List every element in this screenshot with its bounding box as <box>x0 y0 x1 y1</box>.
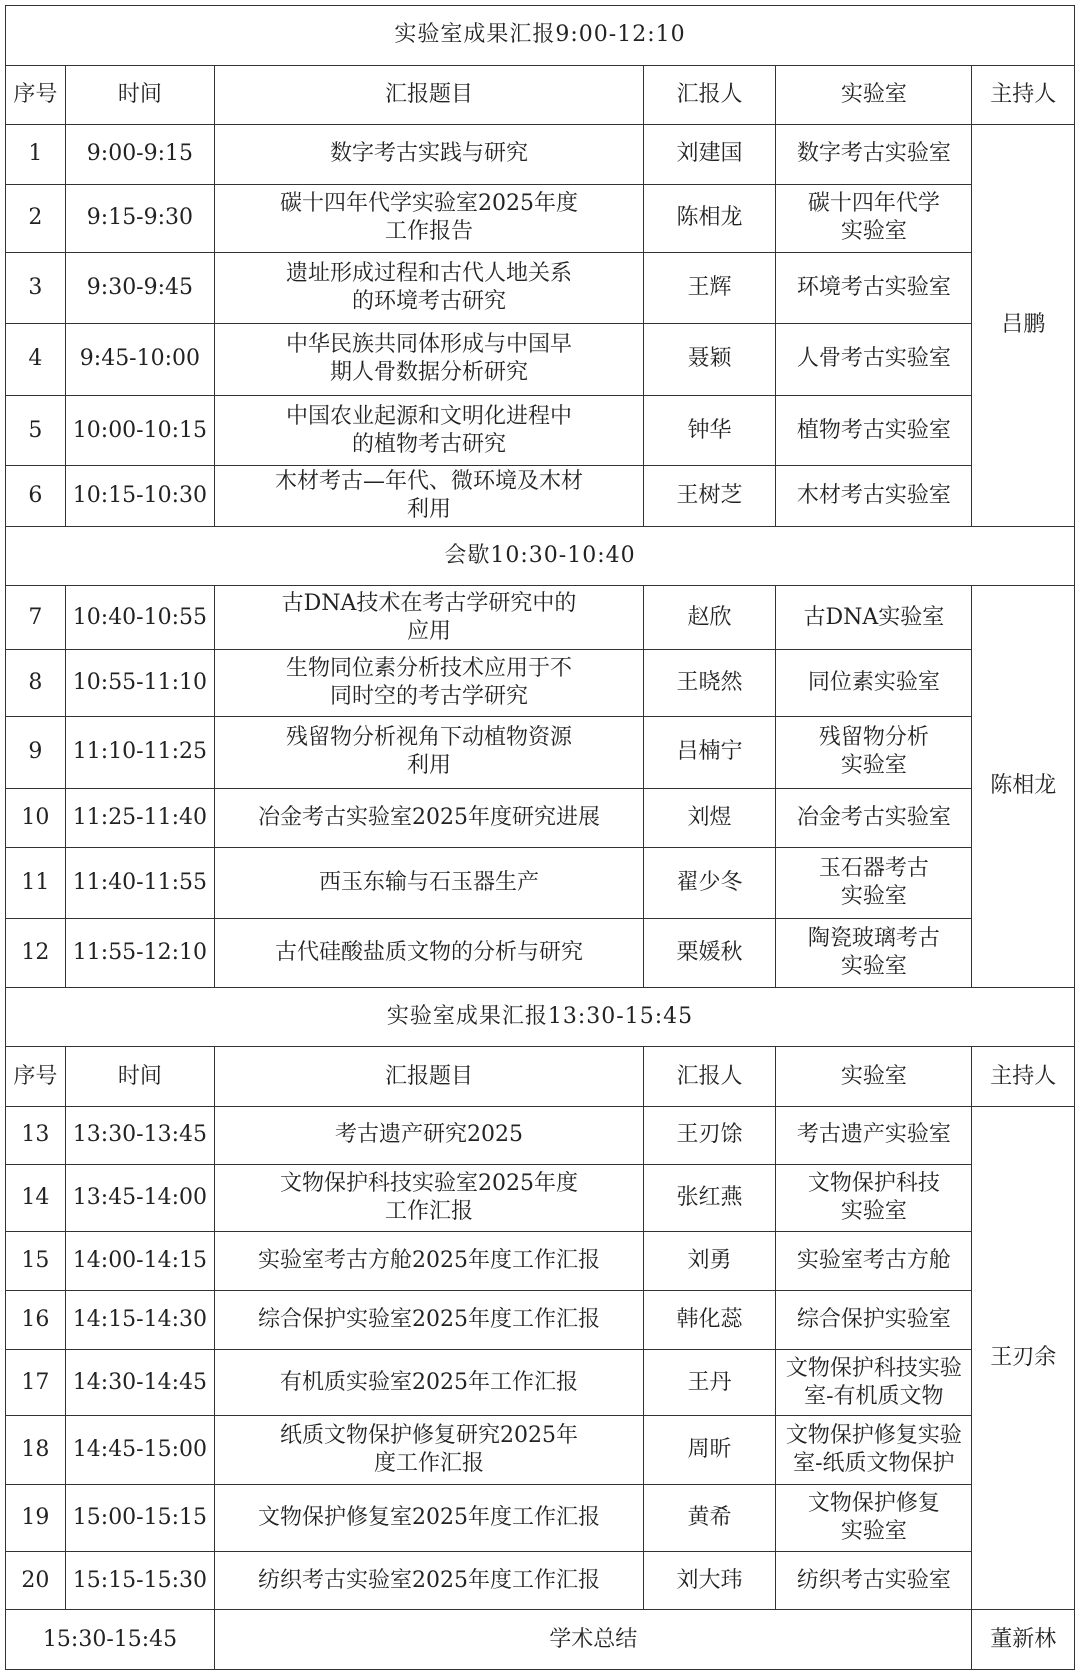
row-lab <box>776 1232 972 1290</box>
row-number: 16 <box>6 1290 66 1350</box>
row-time: 10:00-10:15 <box>65 395 214 465</box>
row-lab-line: 陶瓷玻璃考古 <box>807 925 940 951</box>
row-time: 11:55-12:10 <box>65 918 214 987</box>
row-topic <box>215 789 644 847</box>
row-number: 9 <box>6 716 66 788</box>
row-topic-line: 中华民族共同体形成与中国早 <box>285 332 572 358</box>
row-topic <box>215 1232 644 1290</box>
row-lab-line: 实验室考古方舱 <box>796 1247 951 1273</box>
row-time: 14:45-15:00 <box>65 1415 214 1484</box>
row-lab <box>776 1106 972 1164</box>
row-topic-line: 冶金考古实验室2025年度研究进展 <box>258 804 600 830</box>
row-number: 13 <box>6 1106 66 1164</box>
table-row <box>6 649 1075 716</box>
row-topic <box>215 1350 644 1416</box>
row-lab-line: 数字考古实验室 <box>796 141 951 167</box>
header-no: 序号 <box>6 1047 66 1107</box>
row-lab-line: 文物保护科技实验 <box>785 1355 962 1381</box>
row-topic-line: 文物保护修复室2025年度工作汇报 <box>258 1504 600 1530</box>
row-lab-line: 室-纸质文物保护 <box>793 1450 955 1476</box>
row-topic-line: 残留物分析视角下动植物资源 <box>285 725 572 751</box>
table-row <box>6 847 1075 918</box>
section-title: 实验室成果汇报9:00-12:10 <box>6 6 1075 66</box>
row-time: 13:45-14:00 <box>65 1165 214 1232</box>
row-time: 14:30-14:45 <box>65 1350 214 1416</box>
row-lab <box>776 323 972 395</box>
closing-topic: 学术总结 <box>215 1610 972 1670</box>
host-name: 陈相龙 <box>972 586 1075 988</box>
row-lab-line: 实验室 <box>840 883 907 909</box>
row-speaker: 聂颖 <box>643 323 775 395</box>
row-time: 9:15-9:30 <box>65 184 214 252</box>
row-lab-line: 室-有机质文物 <box>804 1383 944 1409</box>
row-topic <box>215 586 644 650</box>
row-topic-line: 实验室考古方舱2025年度工作汇报 <box>258 1247 600 1273</box>
table-row <box>6 184 1075 252</box>
row-number: 14 <box>6 1165 66 1232</box>
column-header-row <box>6 1047 1075 1107</box>
row-lab-line: 玉石器考古 <box>818 855 929 881</box>
row-topic-line: 西玉东输与石玉器生产 <box>318 869 539 895</box>
table-row <box>6 1165 1075 1232</box>
row-topic-line: 考古遗产研究2025 <box>335 1122 523 1148</box>
row-topic <box>215 1551 644 1609</box>
row-topic-line: 期人骨数据分析研究 <box>329 360 528 386</box>
row-topic-line: 生物同位素分析技术应用于不 <box>285 655 572 681</box>
table-row <box>6 1485 1075 1552</box>
row-time: 11:10-11:25 <box>65 716 214 788</box>
row-topic <box>215 716 644 788</box>
row-time: 15:15-15:30 <box>65 1551 214 1609</box>
row-lab-line: 考古遗产实验室 <box>796 1122 951 1148</box>
row-topic <box>215 1106 644 1164</box>
row-topic-line: 遗址形成过程和古代人地关系 <box>285 260 572 286</box>
row-topic-line: 碳十四年代学实验室2025年度 <box>280 191 578 216</box>
row-number: 8 <box>6 649 66 716</box>
header-lab: 实验室 <box>776 1047 972 1107</box>
row-lab-line: 文物保护修复 <box>807 1490 940 1516</box>
row-time: 11:40-11:55 <box>65 847 214 918</box>
table-row <box>6 125 1075 185</box>
row-speaker: 王刃馀 <box>643 1106 775 1164</box>
row-topic-line: 古DNA技术在考古学研究中的 <box>281 590 577 616</box>
row-topic <box>215 466 644 527</box>
row-speaker: 刘建国 <box>643 125 775 185</box>
row-topic-line: 纸质文物保护修复研究2025年 <box>280 1422 578 1448</box>
row-topic-line: 古代硅酸盐质文物的分析与研究 <box>274 939 583 965</box>
table-row <box>6 716 1075 788</box>
row-topic <box>215 1485 644 1552</box>
row-lab <box>776 1350 972 1416</box>
row-lab <box>776 1551 972 1609</box>
section-title: 实验室成果汇报13:30-15:45 <box>6 987 1075 1047</box>
table-row <box>6 466 1075 527</box>
column-header-row <box>6 65 1075 125</box>
row-topic <box>215 184 644 252</box>
row-time: 14:15-14:30 <box>65 1290 214 1350</box>
table-row <box>6 586 1075 650</box>
row-lab-line: 冶金考古实验室 <box>796 804 951 830</box>
row-speaker: 陈相龙 <box>643 184 775 252</box>
row-lab-line: 实验室 <box>840 1199 907 1225</box>
closing-host: 董新林 <box>972 1610 1075 1670</box>
row-topic-line: 纺织考古实验室2025年度工作汇报 <box>258 1567 600 1593</box>
section-title-row <box>6 526 1075 586</box>
header-lab: 实验室 <box>776 65 972 125</box>
header-topic: 汇报题目 <box>215 65 644 125</box>
row-number: 1 <box>6 125 66 185</box>
closing-time: 15:30-15:45 <box>6 1610 215 1670</box>
host-name: 王刃余 <box>972 1106 1075 1610</box>
row-lab <box>776 395 972 465</box>
row-lab <box>776 466 972 527</box>
row-time: 11:25-11:40 <box>65 789 214 847</box>
row-number: 2 <box>6 184 66 252</box>
row-lab-line: 纺织考古实验室 <box>796 1567 951 1593</box>
section-title: 会歇10:30-10:40 <box>6 526 1075 586</box>
row-topic-line: 利用 <box>406 496 451 522</box>
row-topic-line: 工作汇报 <box>384 1199 473 1225</box>
row-topic-line: 综合保护实验室2025年度工作汇报 <box>258 1306 600 1332</box>
header-topic: 汇报题目 <box>215 1047 644 1107</box>
section-title-row <box>6 6 1075 66</box>
row-speaker: 刘勇 <box>643 1232 775 1290</box>
row-number: 12 <box>6 918 66 987</box>
row-number: 18 <box>6 1415 66 1484</box>
row-lab <box>776 847 972 918</box>
row-lab <box>776 586 972 650</box>
section-title-row <box>6 987 1075 1047</box>
row-number: 17 <box>6 1350 66 1416</box>
row-lab-line: 碳十四年代学 <box>807 191 940 216</box>
row-topic-line: 中国农业起源和文明化进程中 <box>285 403 572 429</box>
header-time: 时间 <box>65 65 214 125</box>
row-lab-line: 同位素实验室 <box>807 669 940 695</box>
row-topic <box>215 323 644 395</box>
header-host: 主持人 <box>972 1047 1075 1107</box>
row-lab-line: 实验室 <box>840 1518 907 1544</box>
row-number: 7 <box>6 586 66 650</box>
header-host: 主持人 <box>972 65 1075 125</box>
row-speaker: 赵欣 <box>643 586 775 650</box>
row-lab-line: 古DNA实验室 <box>803 604 945 630</box>
row-speaker: 周昕 <box>643 1415 775 1484</box>
row-topic <box>215 1415 644 1484</box>
row-number: 5 <box>6 395 66 465</box>
row-lab-line: 人骨考古实验室 <box>796 346 951 372</box>
row-lab <box>776 1290 972 1350</box>
header-time: 时间 <box>65 1047 214 1107</box>
row-speaker: 王丹 <box>643 1350 775 1416</box>
row-lab <box>776 649 972 716</box>
header-speaker: 汇报人 <box>643 1047 775 1107</box>
header-speaker: 汇报人 <box>643 65 775 125</box>
row-lab-line: 实验室 <box>840 953 907 979</box>
row-lab-line: 木材考古实验室 <box>796 482 951 508</box>
row-speaker: 王树芝 <box>643 466 775 527</box>
row-speaker: 钟华 <box>643 395 775 465</box>
table-row <box>6 1290 1075 1350</box>
table-row <box>6 1232 1075 1290</box>
host-name: 吕鹏 <box>972 125 1075 527</box>
table-row <box>6 918 1075 987</box>
row-speaker: 栗媛秋 <box>643 918 775 987</box>
row-topic <box>215 1290 644 1350</box>
row-time: 9:00-9:15 <box>65 125 214 185</box>
row-number: 4 <box>6 323 66 395</box>
row-topic <box>215 1165 644 1232</box>
row-number: 6 <box>6 466 66 527</box>
row-topic <box>215 847 644 918</box>
row-lab <box>776 918 972 987</box>
row-topic-line: 同时空的考古学研究 <box>329 683 528 709</box>
row-speaker: 王辉 <box>643 252 775 323</box>
row-topic-line: 数字考古实践与研究 <box>329 141 528 167</box>
row-number: 20 <box>6 1551 66 1609</box>
row-speaker: 韩化蕊 <box>643 1290 775 1350</box>
row-number: 15 <box>6 1232 66 1290</box>
row-topic-line: 利用 <box>406 753 451 779</box>
row-lab <box>776 184 972 252</box>
row-lab-line: 综合保护实验室 <box>796 1306 951 1332</box>
row-topic-line: 文物保护科技实验室2025年度 <box>280 1171 578 1197</box>
row-topic-line: 工作报告 <box>384 219 473 244</box>
row-topic <box>215 395 644 465</box>
row-number: 3 <box>6 252 66 323</box>
row-lab <box>776 252 972 323</box>
row-lab-line: 文物保护修复实验 <box>785 1422 962 1448</box>
row-time: 10:40-10:55 <box>65 586 214 650</box>
row-topic <box>215 649 644 716</box>
row-lab <box>776 1485 972 1552</box>
table-row <box>6 789 1075 847</box>
row-lab-line: 环境考古实验室 <box>796 274 951 300</box>
row-lab-line: 残留物分析 <box>818 725 929 751</box>
row-speaker: 刘煜 <box>643 789 775 847</box>
row-lab-line: 实验室 <box>840 753 907 779</box>
row-speaker: 张红燕 <box>643 1165 775 1232</box>
row-time: 14:00-14:15 <box>65 1232 214 1290</box>
row-time: 9:30-9:45 <box>65 252 214 323</box>
row-speaker: 黄希 <box>643 1485 775 1552</box>
row-number: 19 <box>6 1485 66 1552</box>
table-row <box>6 1415 1075 1484</box>
table-row <box>6 1551 1075 1609</box>
row-time: 13:30-13:45 <box>65 1106 214 1164</box>
row-lab-line: 植物考古实验室 <box>796 417 951 443</box>
row-topic-line: 度工作汇报 <box>373 1450 484 1476</box>
row-number: 10 <box>6 789 66 847</box>
row-speaker: 翟少冬 <box>643 847 775 918</box>
row-topic-line: 木材考古—年代、微环境及木材 <box>274 468 583 494</box>
closing-row <box>6 1610 1075 1670</box>
row-topic-line: 的环境考古研究 <box>351 288 506 314</box>
row-topic <box>215 918 644 987</box>
row-topic-line: 应用 <box>406 618 451 644</box>
row-lab <box>776 716 972 788</box>
row-lab <box>776 1415 972 1484</box>
row-topic <box>215 125 644 185</box>
row-number: 11 <box>6 847 66 918</box>
schedule-table <box>5 5 1075 1670</box>
table-row <box>6 395 1075 465</box>
table-row <box>6 1106 1075 1164</box>
row-time: 9:45-10:00 <box>65 323 214 395</box>
row-time: 10:55-11:10 <box>65 649 214 716</box>
row-speaker: 王晓然 <box>643 649 775 716</box>
row-lab <box>776 125 972 185</box>
table-row <box>6 323 1075 395</box>
row-topic-line: 的植物考古研究 <box>351 431 506 457</box>
row-lab-line: 文物保护科技 <box>807 1171 940 1197</box>
row-speaker: 吕楠宁 <box>643 716 775 788</box>
row-topic-line: 有机质实验室2025年工作汇报 <box>280 1369 578 1395</box>
table-row <box>6 252 1075 323</box>
row-time: 10:15-10:30 <box>65 466 214 527</box>
row-topic <box>215 252 644 323</box>
row-time: 15:00-15:15 <box>65 1485 214 1552</box>
table-row <box>6 1350 1075 1416</box>
header-no: 序号 <box>6 65 66 125</box>
row-speaker: 刘大玮 <box>643 1551 775 1609</box>
row-lab <box>776 789 972 847</box>
row-lab-line: 实验室 <box>840 219 907 244</box>
row-lab <box>776 1165 972 1232</box>
